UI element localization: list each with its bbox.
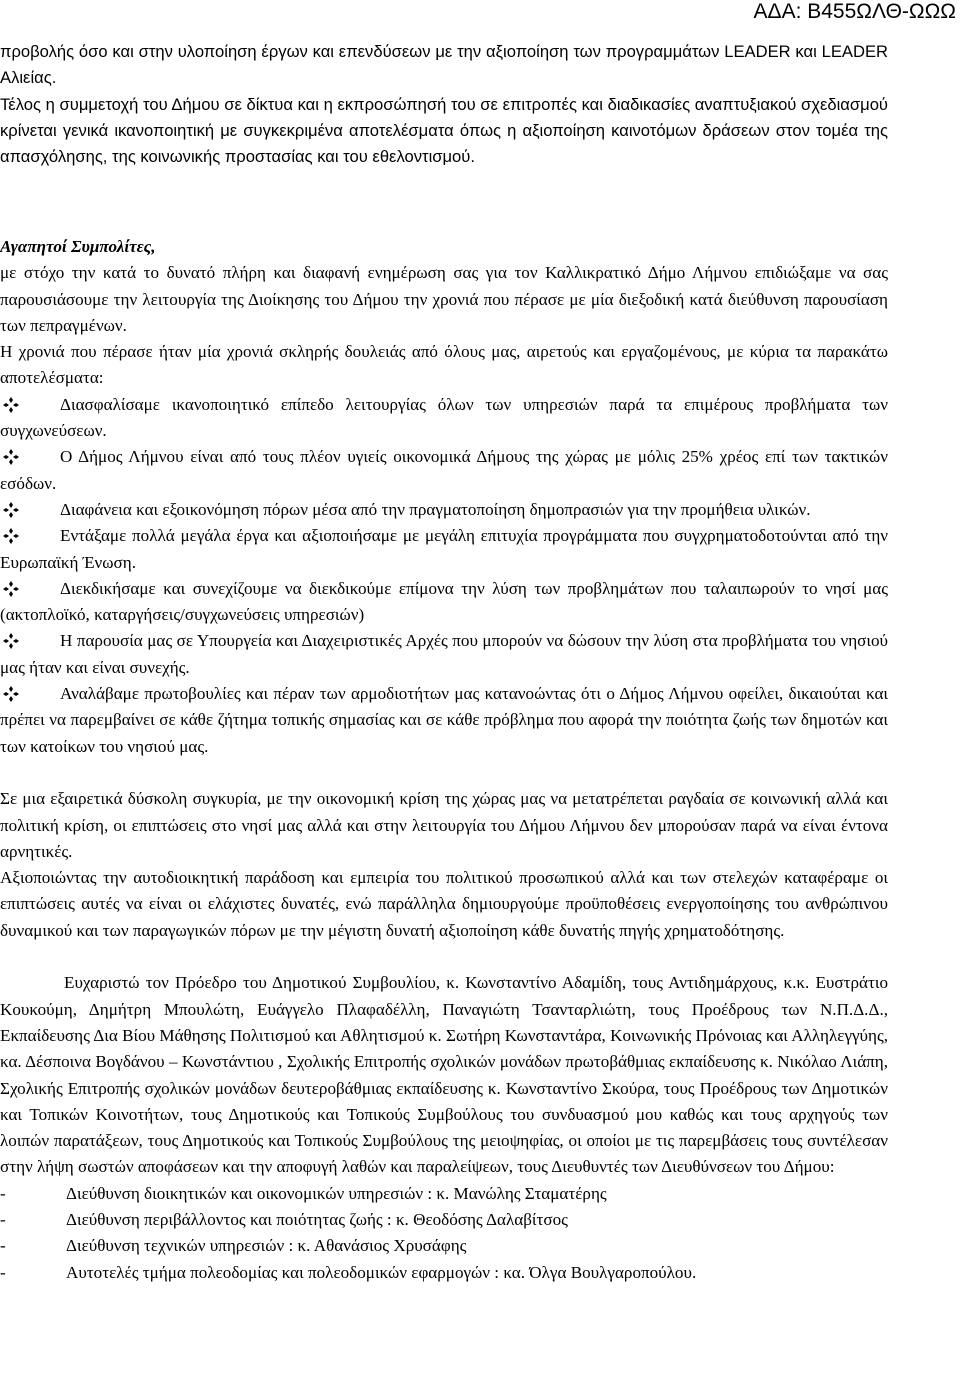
directorate-item <box>0 1260 888 1286</box>
directorate-text: Αυτοτελές τμήμα πολεοδομίας και πολεοδομικών εφαρμογών : κα. Όλγα Βουλγαροπούλου. <box>66 1262 697 1282</box>
directorate-text: Διεύθυνση περιβάλλοντος και ποιότητας ζωής : κ. Θεοδόσης Δαλαβίτσος <box>66 1209 568 1229</box>
crisis-paragraph: Σε μια εξαιρετικά δύσκολη συγκυρία, με την οικονομική κρίση της χώρας μας να μετατρέπεται ραγδαία σε κοινωνική αλλά και πολιτική κρίση, οι επιπτώσεις στο νησί μας αλλά και στην λειτουργία του Δήμου Λήμνου δεν μπορούσαν παρά να είναι έντονα αρνητικές. <box>0 789 888 861</box>
paragraph-programmes: προβολής όσο και στην υλοποίηση έργων και επενδύσεων με την αξιοποίηση των προγραμμάτων LEADER και LEADER Αλιείας. <box>0 42 888 88</box>
top-section <box>0 39 888 170</box>
bullet-text: Αναλάβαμε πρωτοβουλίες και πέραν των αρμοδιοτήτων μας κατανοώντας ότι ο Δήμος Λήμνου οφείλει, δικαιούται και πρέπει να παρεμβαίνει σε κάθε ζήτημα τοπικής σημασίας και σε κάθε πρόβλημα που αφορά την ποιότητα ζωής των δημοτών και των κατοίκων του νησιού μας. <box>0 684 888 756</box>
results-intro: Η χρονιά που πέρασε ήταν μία χρονιά σκληρής δουλειάς από όλους μας, αιρετούς και εργαζομένους, με κύρια τα παρακάτω αποτελέσματα: <box>0 342 888 388</box>
letter-body <box>0 234 888 1286</box>
bullet-item <box>0 628 888 681</box>
directorate-text: Διεύθυνση τεχνικών υπηρεσιών : κ. Αθανάσιος Χρυσάφης <box>66 1236 467 1256</box>
bullet-item <box>0 523 888 576</box>
bullet-item <box>0 392 888 445</box>
dash-marker: - <box>0 1209 6 1229</box>
thanks-paragraph: Ευχαριστώ τον Πρόεδρο του Δημοτικού Συμβουλίου, κ. Κωνσταντίνο Αδαμίδη, τους Αντιδημάρχους, κ.κ. Ευστράτιο Κουκούμη, Δημήτρη Μπουλώτη, Ευάγγελο Πλαφαδέλλη, Παναγιώτη Τσανταρλιώτη, τους Προέδρους των Ν.Π.Δ.Δ., Εκπαίδευσης Δια Βίου Μάθησης Πολιτισμού και Αθλητισμού κ. Σωτήρη Κωνσταντάρα, Κοινωνικής Πρόνοιας και Αλληλεγγύης, κα. Δέσποινα Βογδάνου – Κωνστάντιου , Σχολικής Επιτροπής σχολικών μονάδων πρωτοβάθμιας εκπαίδευσης κ. Νικόλαο Λιάπη, Σχολικής Επιτροπής σχολικών μονάδων δευτεροβάθμιας εκπαίδευσης κ. Κωνσταντίνο Σκούρα, τους Προέδρους των Δημοτικών και Τοπικών Κοινοτήτων, τους Δημοτικούς και Τοπικούς Συμβούλους του συνδυασμού μου καθώς και τους αρχηγούς των λοιπών παρατάξεων, τους Δημοτικούς και Τοπικούς Συμβούλους της μειοψηφίας, οι οποίοι με τις παρεμβάσεις τους συντέλεσαν στην λήψη σωστών αποφάσεων και την αποφυγή λαθών και παραλείψεων, τους Διευθυντές των Διευθύνσεων του Δήμου: <box>0 973 888 1177</box>
greeting: Αγαπητοί Συμπολίτες, <box>0 237 156 256</box>
intro-paragraph: με στόχο την κατά το δυνατό πλήρη και διαφανή ενημέρωση σας για τον Καλλικρατικό Δήμο Λήμνου επιδιώξαμε να σας παρουσιάσουμε την λειτουργία της Διοίκησης του Δήμου την χρονιά που πέρασε με μία διεξοδική κατά διεύθυνση παρουσίαση των πεπραγμένων. <box>0 263 888 335</box>
bullet-item <box>0 497 888 523</box>
crisis-response-paragraph: Αξιοποιώντας την αυτοδιοικητική παράδοση και εμπειρία του πολιτικού προσωπικού αλλά και των στελεχών καταφέραμε οι επιπτώσεις αυτές να είναι οι ελάχιστες δυνατές, ενώ παράλληλα δημιουργούμε προϋποθέσεις ενεργοποίησης του ανθρώπινου δυναμικού και των παραγωγικών πόρων με την μέγιστη δυνατή αξιοποίηση κάθε δυνατής πηγής χρηματοδότησης. <box>0 868 888 940</box>
bullet-text: Διασφαλίσαμε ικανοποιητικό επίπεδο λειτουργίας όλων των υπηρεσιών παρά τα επιμέρους προβλήματα των συγχωνεύσεων. <box>0 394 888 441</box>
bullet-text: Διεκδικήσαμε και συνεχίζουμε να διεκδικούμε επίμονα την λύση των προβλημάτων που ταλαιπωρούν το νησί μας (ακτοπλοϊκό, καταργήσεις/συγχωνεύσεις υπηρεσιών) <box>0 578 888 625</box>
dash-marker: - <box>0 1183 6 1203</box>
bullet-text: Διαφάνεια και εξοικονόμηση πόρων μέσα από την πραγματοποίηση δημοπρασιών για την προμήθεια υλικών. <box>60 499 811 519</box>
directorate-text: Διεύθυνση διοικητικών και οικονομικών υπηρεσιών : κ. Μανώλης Σταματέρης <box>66 1183 607 1203</box>
directorate-item <box>0 1207 888 1233</box>
directorate-item <box>0 1233 888 1259</box>
dash-marker: - <box>0 1236 6 1256</box>
bullet-text: Εντάξαμε πολλά μεγάλα έργα και αξιοποιήσαμε με μεγάλη επιτυχία προγράμματα που συγχρηματοδοτούνται από την Ευρωπαϊκή Ένωση. <box>0 526 888 572</box>
bullet-item <box>0 681 888 760</box>
paragraph-networks: Τέλος η συμμετοχή του Δήμου σε δίκτυα και η εκπροσώπησή του σε επιτροπές και διαδικασίες αναπτυξιακού σχεδιασμού κρίνεται γενικά ικανοποιητική με συγκεκριμένα αποτελέσματα όπως η αξιοποίηση καινοτόμων δράσεων στον τομέα της απασχόλησης, της κοινωνικής προστασίας και του εθελοντισμού. <box>0 94 888 167</box>
ada-code: ΑΔΑ: Β455ΩΛΘ-ΩΩΩ <box>753 0 956 23</box>
bullet-item <box>0 444 888 497</box>
bullet-text: Ο Δήμος Λήμνου είναι από τους πλέον υγιείς οικονομικά Δήμους της χώρας με μόλις 25% χρέος επί των τακτικών εσόδων. <box>0 447 888 493</box>
bullet-text: Η παρουσία μας σε Υπουργεία και Διαχειριστικές Αρχές που μπορούν να δώσουν την λύση στα προβλήματα του νησιού μας ήταν και είναι συνεχής. <box>0 631 888 677</box>
bullet-item <box>0 576 888 629</box>
dash-marker: - <box>0 1262 6 1282</box>
directorate-item <box>0 1181 888 1207</box>
